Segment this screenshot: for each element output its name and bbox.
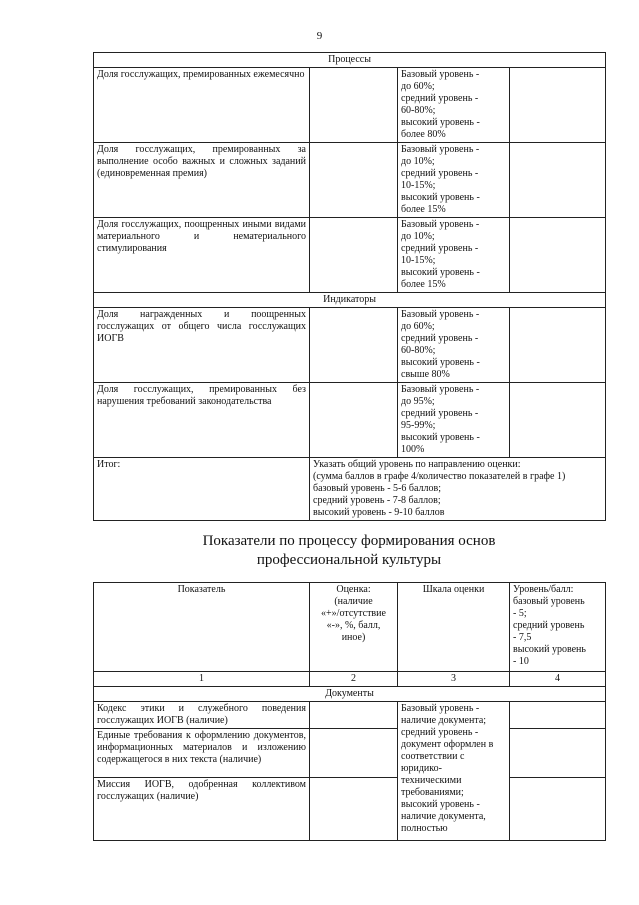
scale-cell: Базовый уровень - до 60%; средний уровень - 60-80%; высокий уровень - более 80%: [398, 68, 510, 143]
indicator-cell: Кодекс этики и служебного поведения госслужащих ИОГВ (наличие): [94, 702, 310, 729]
level-cell: [510, 218, 606, 293]
scale-cell: Базовый уровень - до 60%; средний уровень - 60-80%; высокий уровень - свыше 80%: [398, 308, 510, 383]
indicator-cell: Доля госслужащих, премированных ежемесячно: [94, 68, 310, 143]
level-cell: [510, 702, 606, 729]
scale-cell: Базовый уровень - до 10%; средний уровень - 10-15%; высокий уровень - более 15%: [398, 218, 510, 293]
assessment-cell: [310, 702, 398, 729]
table-row: [94, 729, 606, 778]
table-row: [94, 218, 606, 293]
assessment-cell: [310, 308, 398, 383]
assessment-cell: [310, 218, 398, 293]
total-instructions: Указать общий уровень по направлению оценки: (сумма баллов в графе 4/количество показателей в графе 1) базовый уровень - 5-6 баллов; средний уровень - 7-8 баллов; высокий уровень - 9-10 баллов: [310, 458, 606, 521]
section-documents: Документы: [94, 687, 606, 702]
total-label: Итог:: [94, 458, 310, 521]
evaluation-table-documents: [93, 582, 606, 841]
table-row: [94, 778, 606, 841]
heading-line-2: профессиональной культуры: [256, 552, 442, 568]
section-heading: [93, 532, 605, 570]
table-row: [94, 308, 606, 383]
assessment-cell: [310, 729, 398, 778]
header-scale: Шкала оценки: [398, 583, 510, 672]
level-cell: [510, 308, 606, 383]
assessment-cell: [310, 383, 398, 458]
assessment-cell: [310, 778, 398, 841]
header-indicator: Показатель: [94, 583, 310, 672]
column-number: 3: [398, 672, 510, 687]
table-row: [94, 68, 606, 143]
column-number: 2: [310, 672, 398, 687]
header-level: Уровень/балл: базовый уровень - 5; средний уровень - 7,5 высокий уровень - 10: [510, 583, 606, 672]
header-row: [94, 583, 606, 672]
page-number: 9: [316, 30, 323, 42]
level-cell: [510, 778, 606, 841]
total-row: [94, 458, 606, 521]
section-processes: Процессы: [94, 53, 606, 68]
level-cell: [510, 143, 606, 218]
scale-cell: Базовый уровень - наличие документа; средний уровень - документ оформлен в соответствии с юридико- техническими требованиями; высокий уровень - наличие документа, полностью: [398, 702, 510, 841]
column-number: 1: [94, 672, 310, 687]
heading-line-1: Показатели по процессу формирования основ: [202, 533, 496, 549]
scale-cell: Базовый уровень - до 95%; средний уровень - 95-99%; высокий уровень - 100%: [398, 383, 510, 458]
evaluation-table-processes: [93, 52, 606, 521]
indicator-cell: Доля госслужащих, премированных без нарушения требований законодательства: [94, 383, 310, 458]
column-number-row: [94, 672, 606, 687]
indicator-cell: Миссия ИОГВ, одобренная коллективом госслужащих (наличие): [94, 778, 310, 841]
indicator-cell: Единые требования к оформлению документов, информационных материалов и изложению содержащегося в них текста (наличие): [94, 729, 310, 778]
section-indicators: Индикаторы: [94, 293, 606, 308]
level-cell: [510, 68, 606, 143]
assessment-cell: [310, 143, 398, 218]
level-cell: [510, 729, 606, 778]
header-assessment: Оценка: (наличие «+»/отсутствие «-», %, балл, иное): [310, 583, 398, 672]
indicator-cell: Доля награжденных и поощренных госслужащих от общего числа госслужащих ИОГВ: [94, 308, 310, 383]
table-row: [94, 143, 606, 218]
scale-cell: Базовый уровень - до 10%; средний уровень - 10-15%; высокий уровень - более 15%: [398, 143, 510, 218]
level-cell: [510, 383, 606, 458]
column-number: 4: [510, 672, 606, 687]
indicator-cell: Доля госслужащих, поощренных иными видами материального и нематериального стимулирования: [94, 218, 310, 293]
table-row: [94, 383, 606, 458]
indicator-cell: Доля госслужащих, премированных за выполнение особо важных и сложных заданий (единовременная премия): [94, 143, 310, 218]
table-row: [94, 702, 606, 729]
assessment-cell: [310, 68, 398, 143]
